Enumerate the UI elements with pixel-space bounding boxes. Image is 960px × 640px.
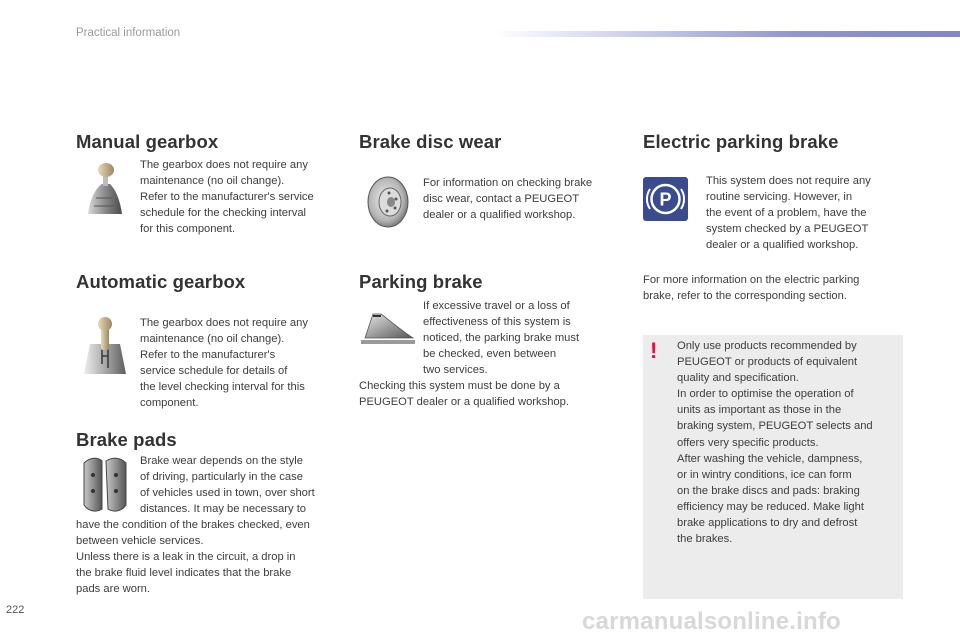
automatic-gear-selector-icon [80,314,128,376]
brake-pads-title: Brake pads [76,429,177,450]
brake-pads-text-below: have the condition of the brakes checked, even between vehicle services. Unless there is a leak in the circuit, a drop in the brake fluid level indicates that the brake pads are worn. [76,519,310,596]
electric-parking-brake-text-beside: This system does not require any routine servicing. However, in the event of a problem, have the system checked by a PEUGEOT dealer or a qualified workshop. [706,175,871,252]
manual-gear-lever-icon [80,162,128,216]
automatic-gearbox-text: The gearbox does not require any maintenance (no oil change). Refer to the manufacturer's service schedule for details of the level checking interval for this component. [140,317,308,410]
manual-gearbox-title: Manual gearbox [76,131,219,152]
exclamation-warning-icon: ! [650,338,658,363]
brake-pads-text-beside: Brake wear depends on the style of driving, particularly in the case of vehicles used in town, over short distances. It may be necessary to [140,455,315,516]
electric-parking-brake-title: Electric parking brake [643,131,839,152]
automatic-gearbox-title: Automatic gearbox [76,271,246,292]
manual-gearbox-text: The gearbox does not require any maintenance (no oil change). Refer to the manufacturer's service schedule for the checking interval for this component. [140,159,314,236]
brake-disc-icon [363,175,413,229]
warning-text: Only use products recommended by PEUGEOT or products of equivalent quality and specification. In order to optimise the operation of units as important as those in the braking system, PEUGEOT selects and offers very specific products. After washing the vehicle, dampness, or in wintry conditions, ice can form on the brake discs and pads: braking efficiency may be reduced. Make light brake applications to dry and defrost the brakes. [677,340,873,546]
page-number: 222 [6,604,25,616]
parking-p-icon [643,177,688,221]
parking-brake-title: Parking brake [359,271,483,292]
parking-brake-text-below: Checking this system must be done by a PEUGEOT dealer or a qualified workshop. [359,380,569,409]
watermark: carmanualsonline.info [582,608,841,635]
section-header: Practical information [76,27,181,39]
parking-brake-lever-icon [359,310,417,346]
electric-parking-brake-text-below: For more information on the electric parking brake, refer to the corresponding section. [643,274,860,303]
brake-disc-wear-text: For information on checking brake disc wear, contact a PEUGEOT dealer or a qualified workshop. [423,177,593,222]
header-decoration-bar [494,31,960,37]
brake-pads-icon [80,455,130,513]
parking-brake-text-beside: If excessive travel or a loss of effectiveness of this system is noticed, the parking brake must be checked, even between two services. [423,300,580,377]
svg-text:P: P [659,189,672,210]
brake-disc-wear-title: Brake disc wear [359,131,502,152]
